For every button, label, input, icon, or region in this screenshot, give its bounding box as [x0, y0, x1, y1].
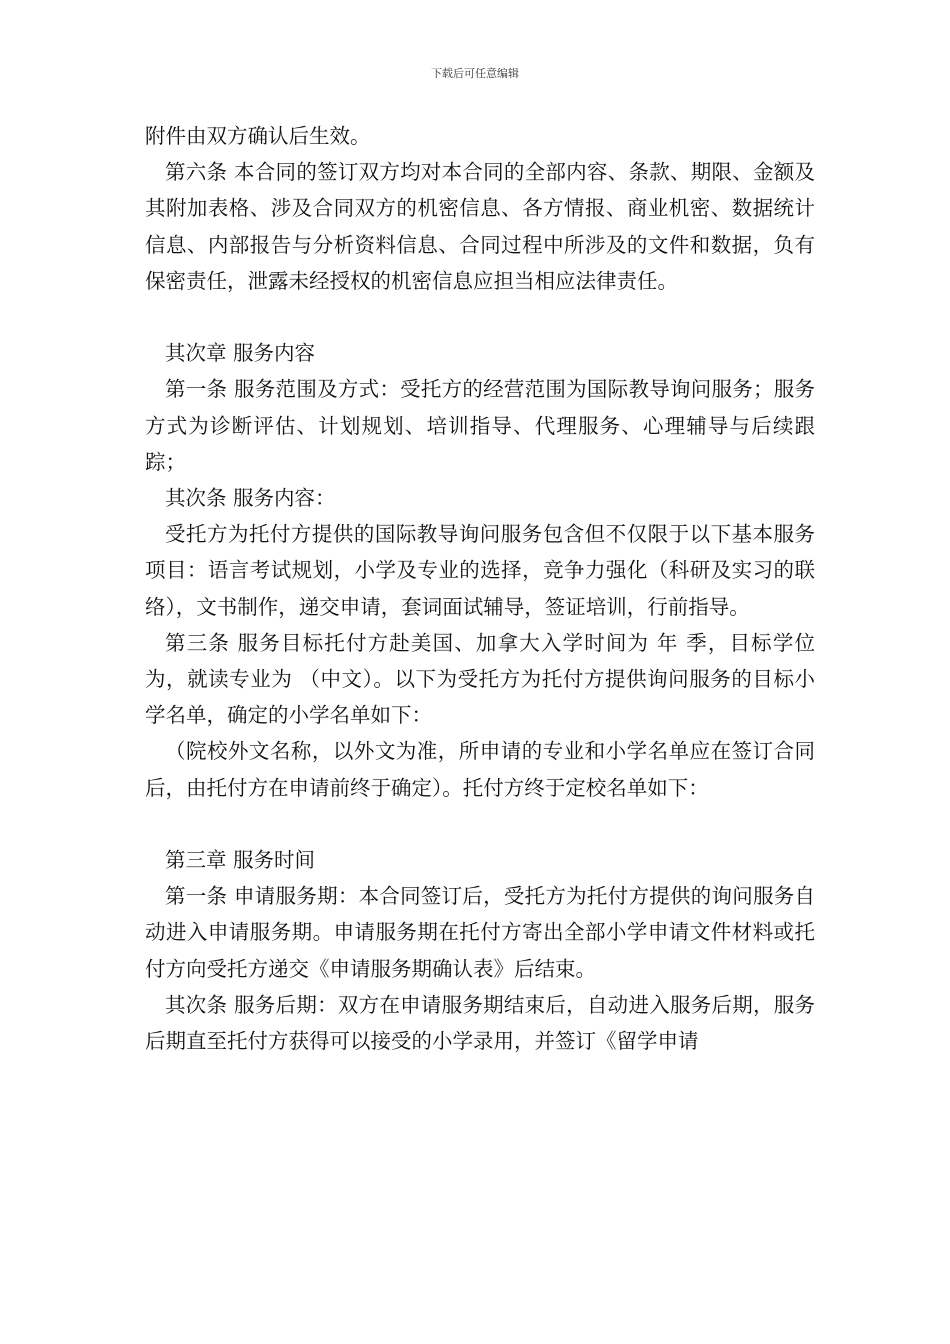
blank-line [145, 299, 815, 335]
chapter-heading-service-time: 第三章 服务时间 [165, 848, 316, 873]
paragraph-service-items: 受托方为托付方提供的国际教导询问服务包含但不仅限于以下基本服务项目：语言考试规划，小学及专业的选择，竞争力强化（科研及实习的联络），文书制作，递交申请，套词面试辅导，签证培训，行前指导。 [145, 522, 815, 619]
paragraph-annex: 附件由双方确认后生效。 [145, 124, 371, 148]
paragraph-application-period: 第一条 申请服务期：本合同签订后，受托方为托付方提供的询问服务自动进入申请服务期。申请服务期在托付方寄出全部小学申请文件材料或托付方向受托方递交《申请服务期确认表》后结束。 [145, 884, 815, 981]
paragraph-school-list-note: （院校外文名称，以外文为准，所申请的专业和小学名单应在签订合同后，由托付方在申请前终于确定）。托付方终于定校名单如下： [145, 739, 815, 800]
paragraph-service-content-title: 其次条 服务内容： [165, 486, 336, 511]
paragraph-post-service-period: 其次条 服务后期：双方在申请服务期结束后，自动进入服务后期，服务后期直至托付方获得可以接受的小学录用，并签订《留学申请 [145, 992, 815, 1054]
blank-line [145, 806, 815, 842]
paragraph-service-target: 第三条 服务目标托付方赴美国、加拿大入学时间为 年 季，目标学位为，就读专业为 （中文）。以下为受托方为托付方提供询问服务的目标小学名单，确定的小学名单如下： [145, 630, 815, 728]
page-header: 下载后可任意编辑 [431, 67, 519, 80]
paragraph-service-scope: 第一条 服务范围及方式：受托方的经营范围为国际教导询问服务；服务方式为诊断评估、计划规划、培训指导、代理服务、心理辅导与后续跟踪； [145, 377, 815, 474]
chapter-heading-service-content: 其次章 服务内容 [165, 341, 316, 366]
document-body [145, 118, 815, 1059]
paragraph-article-6: 第六条 本合同的签订双方均对本合同的全部内容、条款、期限、金额及其附加表格、涉及合同双方的机密信息、各方情报、商业机密、数据统计信息、内部报告与分析资料信息、合同过程中所涉及的文件和数据，负有保密责任，泄露未经授权的机密信息应担当相应法律责任。 [145, 160, 815, 293]
